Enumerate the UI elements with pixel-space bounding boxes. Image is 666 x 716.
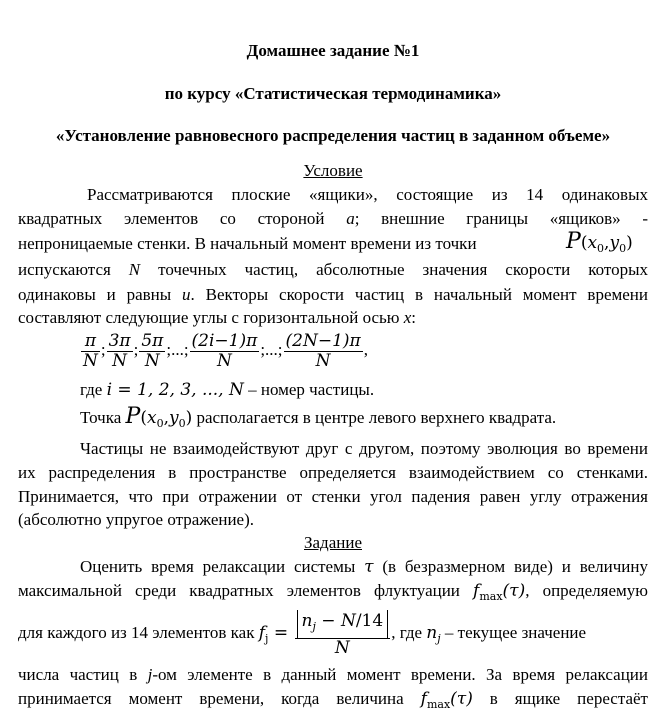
text-run: принимается момент времени, когда величина <box>18 689 421 708</box>
fraction-numerator: π <box>81 332 100 352</box>
text-run: (в безразмерном виде) и величину <box>373 557 648 576</box>
formula-sub: max <box>479 590 503 603</box>
formula-n: n <box>301 610 313 631</box>
condition-line-5 <box>18 284 648 306</box>
text-run: одинаковы и равны <box>18 285 183 304</box>
topic-line: «Установление равновесного распределения частиц в заданном объеме» <box>55 126 611 145</box>
paragraph-2-line-3: Принимается, что при отражении от стенки угол падения равен углу отражения <box>18 487 648 506</box>
fraction-denominator: N <box>334 637 350 658</box>
text-run: , где <box>391 623 427 642</box>
text-run: Точка <box>80 408 126 427</box>
formula-sub: 0 <box>178 417 186 430</box>
formula-N: N <box>340 610 356 631</box>
formula-eq: = <box>273 623 289 643</box>
text-run: : <box>411 308 417 327</box>
text-run: Оценить время релаксации системы <box>80 557 365 576</box>
fraction <box>139 332 165 371</box>
formula-minus: − <box>315 610 341 631</box>
course-line: по курсу «Статистическая термодинамика» <box>164 84 502 103</box>
formula-sub: 0 <box>619 242 627 255</box>
text-run: квадратных элементов со стороной <box>18 209 347 228</box>
var-j: j <box>147 665 153 684</box>
fmax-formula <box>473 581 525 601</box>
formula-sub: max <box>426 698 451 711</box>
fraction-denominator: N <box>216 350 232 371</box>
text-run: . Векторы скорости частиц в начальный момент времени <box>190 285 649 304</box>
formula-arg: (τ) <box>502 581 526 601</box>
formula-x: x <box>587 233 598 253</box>
index-formula: i = 1, 2, 3, ..., N <box>106 380 244 400</box>
fmax-formula <box>421 689 473 709</box>
formula-paren: ( <box>580 233 588 253</box>
fraction <box>107 332 133 371</box>
text-run: числа частиц в <box>18 665 148 684</box>
formula-f: f <box>258 623 266 643</box>
fraction <box>81 332 100 371</box>
fraction-numerator <box>295 610 391 639</box>
fraction-numerator: 3π <box>108 330 131 351</box>
point-formula-inline <box>125 404 193 430</box>
condition-line-1: Рассматриваются плоские «ящики», состоящие из 14 одинаковых <box>87 185 648 204</box>
fraction <box>190 332 260 371</box>
text-run: составляют следующие углы с горизонтальной осью <box>18 308 404 327</box>
text-run: где <box>80 380 107 399</box>
text-run: в ящике перестаёт <box>472 689 648 708</box>
formula-arg: (τ) <box>450 689 473 709</box>
var-u: u <box>182 285 191 304</box>
paragraph-2-line-4: (абсолютно упругое отражение). <box>18 510 255 529</box>
text-run: -ом элементе в данный момент времени. За время релаксации <box>152 665 648 684</box>
particle-index-line <box>80 379 666 401</box>
formula-sub: j <box>265 632 269 645</box>
fraction-numerator: (2N−1)π <box>285 330 361 351</box>
formula-paren: ) <box>185 408 193 428</box>
separator: ;...; <box>166 340 189 359</box>
separator: ;...; <box>260 340 283 359</box>
var-N: N <box>128 260 141 279</box>
text-run: ; внешние границы «ящиков» - <box>354 209 648 228</box>
formula-comma: , <box>163 408 169 428</box>
separator: ; <box>133 340 139 359</box>
var-tau: τ <box>364 557 374 577</box>
point-location-line <box>80 406 666 435</box>
text-run: , определяемую <box>525 581 648 600</box>
var-x: x <box>403 308 412 327</box>
fraction-denominator: N <box>112 350 128 371</box>
task-line-4 <box>18 664 648 686</box>
condition-line-3: непроницаемые стенки. В начальный момент времени из точки <box>18 234 477 253</box>
fraction-denominator: N <box>315 350 331 371</box>
task-line-5 <box>18 688 648 716</box>
condition-line-6 <box>18 307 648 329</box>
separator: , <box>363 340 368 359</box>
formula-sub: 0 <box>597 242 605 255</box>
document-title: Домашнее задание №1 <box>246 41 420 60</box>
text-run: для каждого из 14 элементов как <box>18 623 259 642</box>
task-line-3 <box>18 608 648 664</box>
formula-x: x <box>146 408 157 428</box>
text-run: испускаются <box>18 260 129 279</box>
var-a: a <box>346 209 355 228</box>
text-run: располагается в центре левого верхнего квадрата. <box>192 408 557 427</box>
condition-heading: Условие <box>303 161 363 180</box>
paragraph-2-line-2: их распределения в пространстве определяется взаимодействием со стенками. <box>18 463 648 482</box>
task-heading: Задание <box>304 533 362 552</box>
fraction <box>284 332 363 371</box>
formula-slash: / <box>355 610 362 631</box>
abs-value <box>297 610 389 638</box>
fj-formula <box>258 610 391 658</box>
task-line-1 <box>80 556 648 578</box>
condition-line-2 <box>18 208 648 230</box>
formula-P: P <box>125 404 141 429</box>
formula-sub: j <box>437 632 441 645</box>
fraction-denominator: N <box>144 350 160 371</box>
text-run: – текущее значение <box>440 623 587 642</box>
text-run: точечных частиц, абсолютные значения скорости которых <box>140 260 649 279</box>
formula-f: f <box>473 581 480 601</box>
formula-y: y <box>168 408 179 428</box>
formula-14: 14 <box>361 610 384 631</box>
formula-f: f <box>420 689 427 709</box>
condition-line-4 <box>18 259 648 281</box>
formula-n: n <box>426 623 438 643</box>
fraction-numerator: 5π <box>141 330 164 351</box>
formula-P: P <box>566 229 581 254</box>
nj-var <box>426 623 440 643</box>
text-run: – номер частицы. <box>243 380 375 399</box>
formula-paren: ( <box>140 408 147 428</box>
formula-paren: ) <box>626 233 633 253</box>
formula-y: y <box>609 233 620 253</box>
paragraph-2-line-1: Частицы не взаимодействуют друг с другом, поэтому эволюция во времени <box>80 439 648 458</box>
separator: ; <box>100 340 106 359</box>
fraction-numerator: (2i−1)π <box>191 330 258 351</box>
task-line-2 <box>18 580 648 608</box>
formula-sub: j <box>312 619 316 633</box>
text-run: максимальной среди квадратных элементов флуктуации <box>18 581 474 600</box>
fraction <box>295 610 391 658</box>
fraction-denominator: N <box>83 350 98 371</box>
angles-formula <box>80 330 480 371</box>
point-formula <box>566 231 656 260</box>
formula-comma: , <box>604 233 610 253</box>
formula-sub: 0 <box>156 417 164 430</box>
